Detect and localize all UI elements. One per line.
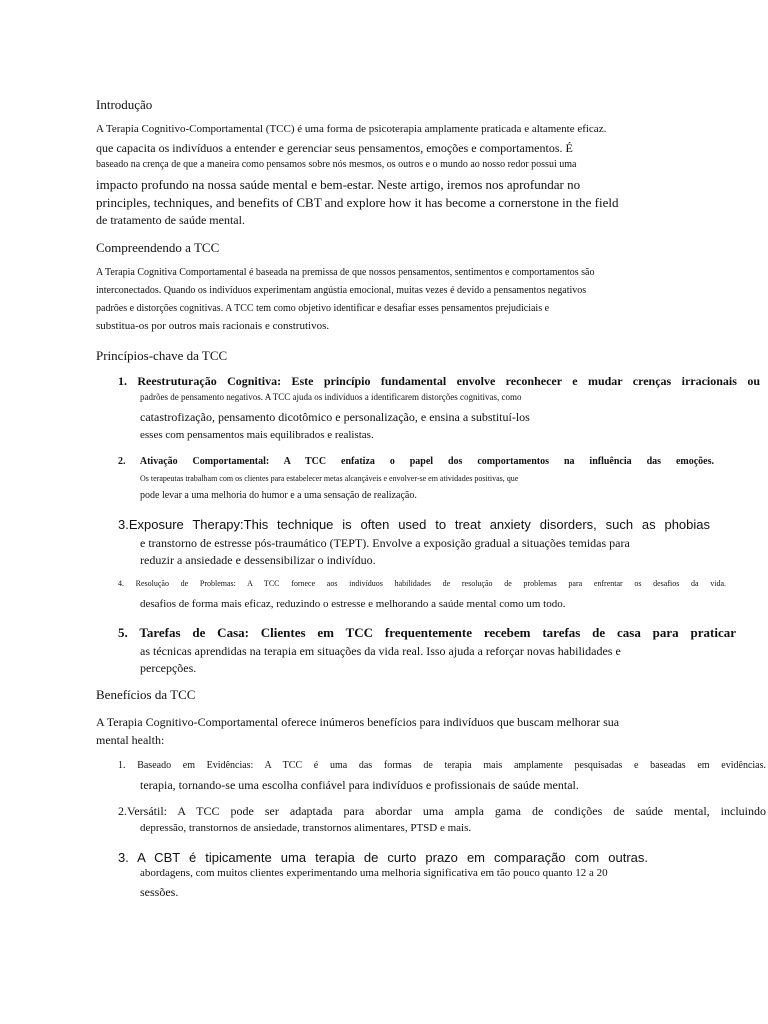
principle-3-title: 3.Exposure Therapy:This technique is often used to treat anxiety disorders, such as phobias: [118, 517, 710, 532]
intro-heading: Introdução: [96, 97, 153, 112]
benefit-3-line: sessões.: [140, 885, 179, 899]
intro-line: baseado na crença de que a maneira como pensamos sobre nós mesmos, os outros e o mundo ao nosso redor possui uma: [96, 159, 577, 170]
benefit-1-line: terapia, tornando-se uma escolha confiável para indivíduos e profissionais de saúde mental.: [140, 778, 579, 792]
principle-4-title: 4. Resolução de Problemas: A TCC fornece aos indivíduos habilidades de resolução de problemas para enfrentar os desafios da vida.: [118, 579, 726, 588]
intro-line: que capacita os indivíduos a entender e gerenciar seus pensamentos, emoções e comportamentos. É: [96, 141, 573, 155]
principle-1-line: catastrofização, pensamento dicotômico e personalização, e ensina a substituí-los: [140, 410, 530, 424]
principle-5-title: 5. Tarefas de Casa: Clientes em TCC frequentemente recebem tarefas de casa para praticar: [118, 625, 736, 640]
benefit-1-title: 1. Baseado em Evidências: A TCC é uma das formas de terapia mais amplamente pesquisadas e baseadas em evidências.: [118, 760, 766, 771]
benefits-intro-line: mental health:: [96, 733, 165, 747]
principle-2-line: Os terapeutas trabalham com os clientes para estabelecer metas alcançáveis e envolver-se em atividades positivas, que: [140, 474, 519, 483]
principle-5-line: as técnicas aprendidas na terapia em situações da vida real. Isso ajuda a reforçar novas habilidades e: [140, 644, 621, 658]
understanding-line: substitua-os por outros mais racionais e construtivos.: [96, 320, 330, 332]
understanding-line: interconectados. Quando os indivíduos experimentam angústia emocional, muitas vezes é devido a pensamentos negativos: [96, 285, 587, 296]
benefit-3-title: 3. A CBT é tipicamente uma terapia de curto prazo em comparação com outras.: [118, 850, 648, 865]
principles-heading: Princípios-chave da TCC: [96, 348, 228, 363]
benefits-intro-line: A Terapia Cognitivo-Comportamental oferece inúmeros benefícios para indivíduos que buscam melhorar sua: [96, 715, 620, 729]
principle-1-title: 1. Reestruturação Cognitiva: Este princípio fundamental envolve reconhecer e mudar crenças irracionais ou: [118, 374, 760, 388]
intro-line: principles, techniques, and benefits of CBT and explore how it has become a cornerstone in the field: [96, 195, 619, 210]
principle-1-line: esses com pensamentos mais equilibrados e realistas.: [140, 429, 374, 441]
benefit-2-line: depressão, transtornos de ansiedade, transtornos alimentares, PTSD e mais.: [140, 822, 472, 834]
intro-line: de tratamento de saúde mental.: [96, 213, 245, 227]
intro-line: A Terapia Cognitivo-Comportamental (TCC) é uma forma de psicoterapia amplamente praticada e altamente eficaz.: [96, 123, 607, 135]
principle-3-line: reduzir a ansiedade e dessensibilizar o indivíduo.: [140, 553, 376, 567]
principle-2-title: 2. Ativação Comportamental: A TCC enfatiza o papel dos comportamentos na influência das emoções.: [118, 456, 714, 467]
principle-4-line: desafios de forma mais eficaz, reduzindo o estresse e melhorando a saúde mental como um todo.: [140, 598, 566, 610]
intro-line: impacto profundo na nossa saúde mental e bem-estar. Neste artigo, iremos nos aprofundar no: [96, 177, 581, 192]
principle-1-line: padrões de pensamento negativos. A TCC ajuda os indivíduos a identificarem distorções cognitivas, como: [140, 392, 522, 402]
understanding-line: padrões e distorções cognitivas. A TCC tem como objetivo identificar e desafiar esses pensamentos prejudiciais e: [96, 303, 550, 314]
principle-2-line: pode levar a uma melhoria do humor e a uma sensação de realização.: [140, 490, 417, 501]
principle-3-line: e transtorno de estresse pós-traumático (TEPT). Envolve a exposição gradual a situações temidas para: [140, 536, 630, 550]
benefit-3-line: abordagens, com muitos clientes experimentando uma melhoria significativa em tão pouco quanto 12 a 20: [140, 867, 608, 879]
benefits-heading: Benefícios da TCC: [96, 687, 196, 702]
benefit-2-title: 2.Versátil: A TCC pode ser adaptada para abordar uma ampla gama de condições de saúde mental, incluindo: [118, 804, 766, 818]
understanding-line: A Terapia Cognitiva Comportamental é baseada na premissa de que nossos pensamentos, sentimentos e comportamentos são: [96, 267, 595, 278]
understanding-heading: Compreendendo a TCC: [96, 240, 220, 255]
principle-5-line: percepções.: [140, 661, 197, 675]
